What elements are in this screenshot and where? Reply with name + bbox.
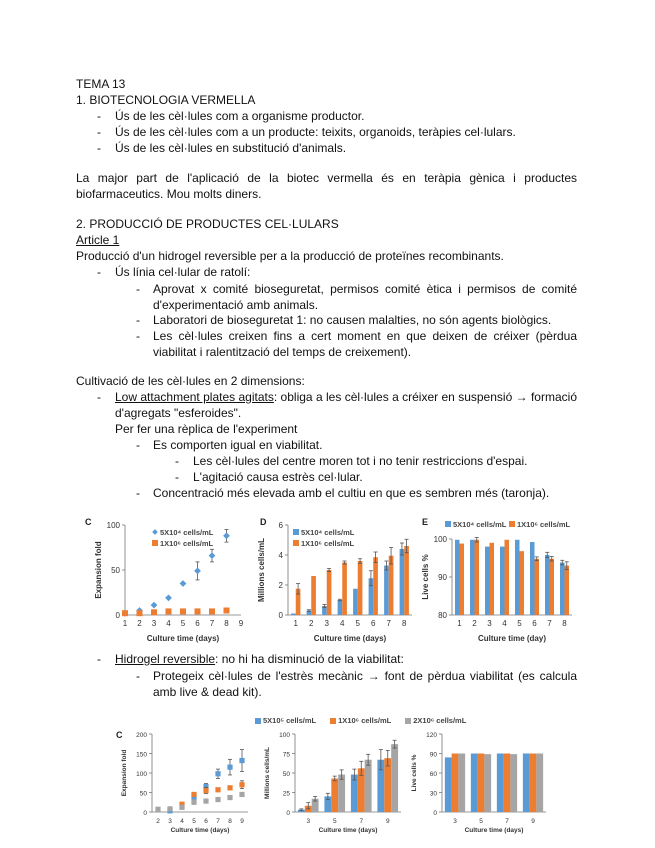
bar: [400, 549, 405, 615]
chart-svg: [255, 728, 405, 834]
bar: [478, 754, 485, 813]
y-tick-label: 100: [433, 535, 447, 544]
chart-svg: [112, 728, 252, 834]
bar: [515, 540, 520, 615]
list-item: Es comporten igual en viabilitat.: [153, 438, 323, 452]
data-point-diamond: [209, 552, 216, 559]
x-tick-label: 5: [332, 818, 337, 825]
bar: [342, 563, 347, 616]
bullet-dash: -: [136, 486, 140, 500]
chart-live-cells-e: [418, 515, 580, 643]
x-tick-label: 8: [224, 619, 229, 628]
chart-millions-cells-hydrogel: [255, 728, 405, 834]
bar: [327, 570, 332, 615]
x-tick-label: 8: [228, 818, 232, 825]
chart-expansion-fold-c: [85, 515, 247, 643]
list-item: [115, 389, 577, 421]
bar: [470, 540, 475, 615]
shared-legend: [255, 716, 466, 725]
bar: [550, 559, 555, 615]
y-tick-label: 90: [438, 573, 447, 582]
chart-svg: [408, 728, 550, 834]
legend-label: 1X10⁶ cells/mL: [517, 520, 571, 529]
x-tick-label: 3: [453, 818, 457, 825]
legend-label: 5X10⁵ cells/mL: [263, 716, 317, 725]
chart-svg: [258, 515, 418, 643]
bar: [530, 542, 535, 615]
data-point-square: [239, 758, 244, 763]
bullet-dash: -: [97, 652, 101, 666]
x-tick-label: 4: [340, 619, 345, 628]
bar: [523, 754, 530, 813]
y-tick-label: 6: [278, 521, 283, 530]
y-tick-label: 120: [426, 732, 437, 739]
y-tick-label: 0: [143, 810, 147, 817]
x-axis-label: Culture time (days): [146, 634, 220, 643]
article-heading: Article 1: [76, 233, 120, 247]
data-point-square: [166, 608, 172, 614]
bar: [560, 563, 565, 615]
x-tick-label: 4: [502, 619, 507, 628]
x-tick-label: 8: [402, 619, 407, 628]
bar: [504, 754, 511, 813]
x-tick-label: 3: [306, 818, 311, 825]
paragraph: La major part de l'aplicació de la biotec vermella és en teràpia gènica i productes biofarmaceutics. Mou molts diners.: [76, 171, 577, 201]
paragraph: Cultivació de les cèl·lules en 2 dimensions:: [76, 374, 305, 388]
data-point-square: [122, 610, 128, 616]
bullet-dash: -: [175, 470, 179, 484]
data-point-diamond: [180, 580, 187, 587]
list-item-text: : no hi ha disminució de la viabilitat:: [215, 652, 404, 666]
legend-swatch: [509, 521, 515, 527]
paragraph: Per fer una rèplica de l'experiment: [115, 422, 298, 436]
y-tick-label: 150: [136, 751, 147, 759]
underlined-term: Low attachment plates agitats: [115, 390, 274, 404]
data-point-square: [167, 806, 172, 811]
list-item: Protegeix cèl·lules de l'estrès mecànic → font de pèrdua viabilitat (es calcula amb live & dead kit).: [153, 669, 577, 699]
panel-label: C: [116, 730, 123, 740]
data-point-diamond: [194, 568, 201, 575]
y-axis-label: Millions cells/mL: [257, 537, 266, 603]
y-tick-label: 30: [429, 790, 437, 798]
y-tick-label: 200: [136, 732, 147, 739]
bar: [291, 614, 296, 616]
x-tick-label: 3: [168, 818, 172, 825]
y-tick-label: 80: [438, 611, 447, 620]
section-2-heading: 2. PRODUCCIÓ DE PRODUCTES CEL·LULARS: [76, 217, 339, 231]
legend-label: 1X10⁶ cells/mL: [160, 539, 214, 548]
x-axis-label: Culture time (day): [477, 634, 547, 643]
underlined-term: Hidrogel reversible: [115, 652, 216, 666]
bullet-dash: -: [175, 454, 179, 468]
data-point-square: [137, 610, 143, 616]
data-point-diamond: [165, 595, 172, 602]
x-tick-label: 1: [293, 619, 298, 628]
y-tick-label: 0: [433, 810, 437, 817]
y-tick-label: 100: [106, 521, 120, 530]
bullet-dash: -: [97, 109, 101, 123]
bullet-dash: -: [136, 329, 140, 343]
bar: [530, 754, 537, 813]
doc-title: TEMA 13: [76, 77, 126, 91]
bar: [311, 576, 316, 615]
data-point-diamond: [151, 602, 158, 609]
y-tick-label: 100: [136, 771, 147, 778]
x-tick-label: 7: [505, 818, 509, 825]
x-axis-label: Culture time (days): [313, 634, 387, 643]
data-point-square: [224, 608, 230, 614]
x-tick-label: 9: [238, 619, 244, 628]
bar: [452, 754, 459, 813]
x-tick-label: 7: [359, 818, 364, 825]
data-point-square: [239, 792, 244, 797]
bullet-dash: -: [136, 669, 140, 683]
bar: [389, 556, 394, 615]
y-tick-label: 25: [282, 790, 290, 798]
legend-swatch: [255, 718, 261, 724]
bar: [445, 757, 452, 812]
x-tick-label: 2: [472, 619, 477, 628]
legend-label: 5X10⁴ cells/mL: [301, 528, 355, 537]
bar: [505, 540, 510, 615]
list-item: Aprovat x comité bioseguretat, permisos comité ètica i permisos de comité d'experimentació amb animals.: [153, 282, 577, 312]
panel-label: C: [85, 517, 92, 527]
legend-label: 5X10⁴ cells/mL: [453, 520, 507, 529]
x-tick-label: 7: [216, 818, 220, 825]
y-axis-label: Live cells %: [421, 554, 430, 600]
x-tick-label: 4: [166, 619, 171, 628]
bar: [497, 754, 504, 813]
bar: [384, 566, 389, 616]
bar: [510, 754, 517, 812]
x-tick-label: 5: [180, 619, 186, 628]
bar: [358, 561, 363, 615]
section-1-heading: 1. BIOTECNOLOGIA VERMELLA: [76, 93, 256, 107]
x-tick-label: 3: [151, 619, 157, 628]
list-item: [115, 651, 404, 667]
bar: [455, 540, 460, 615]
bar: [391, 744, 398, 812]
data-point-square: [180, 608, 186, 614]
bar: [500, 547, 505, 615]
bullet-dash: -: [97, 141, 101, 155]
x-tick-label: 3: [487, 619, 492, 628]
bar: [458, 754, 465, 813]
data-point-square: [151, 609, 157, 615]
bar: [490, 543, 495, 615]
y-tick-label: 50: [139, 790, 147, 798]
bullet-dash: -: [136, 282, 140, 296]
y-tick-label: 90: [429, 751, 437, 759]
bar: [338, 775, 345, 812]
x-axis-label: Culture time (days): [170, 827, 230, 834]
bar: [484, 754, 491, 812]
x-tick-label: 8: [562, 619, 567, 628]
x-tick-label: 9: [385, 818, 390, 825]
data-point-square: [227, 785, 232, 790]
y-tick-label: 100: [279, 732, 290, 739]
data-point-square: [155, 807, 160, 812]
x-axis-label: Culture time (days): [318, 827, 378, 834]
data-point-square: [195, 608, 201, 614]
x-tick-label: 3: [324, 619, 329, 628]
legend-label: 5X10⁴ cells/mL: [160, 528, 214, 537]
y-tick-label: 60: [429, 771, 437, 778]
paragraph: Producció d'un hidrogel reversible per a la producció de proteïnes recombinants.: [76, 249, 504, 263]
x-tick-label: 2: [137, 619, 142, 628]
bullet-dash: -: [97, 390, 101, 404]
bar: [535, 559, 540, 615]
x-tick-label: 5: [355, 619, 360, 628]
legend-label: 1X10⁶ cells/mL: [301, 539, 355, 548]
data-point-square: [227, 795, 232, 800]
list-item: Ús de les cèl·lules en substitució d'animals.: [115, 141, 347, 155]
list-item: Concentració més elevada amb el cultiu en que es sembren més (taronja).: [153, 486, 550, 500]
y-tick-label: 0: [278, 611, 283, 620]
bar: [565, 566, 570, 615]
bar: [365, 760, 372, 812]
bar: [545, 555, 550, 615]
panel-label: E: [422, 517, 429, 527]
data-point-square: [215, 771, 220, 776]
data-point-square: [191, 792, 196, 797]
bullet-dash: -: [136, 438, 140, 452]
chart-svg: [418, 515, 580, 643]
x-tick-label: 4: [180, 818, 184, 825]
bar: [460, 544, 465, 615]
list-item: L'agitació causa estrès cel·lular.: [193, 470, 363, 484]
chart-millions-cells-d: [258, 515, 418, 643]
legend-item: [255, 716, 316, 725]
list-item: Les cèl·lules creixen fins a cert moment en que deixen de créixer (pèrdua viabilitat i ralentització del temps de creixement).: [153, 329, 577, 359]
x-tick-label: 7: [209, 619, 215, 628]
legend-swatch: [445, 521, 451, 527]
bar: [404, 546, 409, 615]
legend-item: [405, 716, 466, 725]
data-point-square: [227, 765, 232, 770]
x-tick-label: 1: [122, 619, 128, 628]
bullet-dash: -: [136, 313, 140, 327]
y-tick-label: 4: [278, 551, 283, 560]
legend-swatch: [330, 718, 336, 724]
list-item: Ús línia cel·lular de ratolí:: [115, 265, 251, 279]
bullet-dash: -: [97, 265, 101, 279]
legend-swatch: [152, 529, 158, 535]
x-tick-label: 6: [371, 619, 376, 628]
x-tick-label: 5: [479, 818, 483, 825]
y-tick-label: 50: [282, 771, 290, 778]
data-point-square: [215, 787, 220, 792]
x-tick-label: 2: [309, 619, 314, 628]
panel-label: D: [260, 517, 267, 527]
bullet-dash: -: [97, 125, 101, 139]
legend-swatch: [152, 540, 158, 546]
list-item: Ús de les cèl·lules com a un producte: teixits, organoids, teràpies cel·lulars.: [115, 125, 516, 139]
data-point-square: [179, 805, 184, 810]
bar: [520, 551, 525, 615]
legend-swatch: [293, 540, 299, 546]
x-tick-label: 7: [547, 619, 552, 628]
bar: [475, 540, 480, 615]
list-item-text: : obliga a les cèl·lules a créixer en suspensió → formació d'agregats "esferoides".: [115, 390, 577, 420]
bar: [471, 754, 478, 813]
chart-live-cells-hydrogel: [408, 728, 550, 834]
bar: [353, 589, 358, 615]
y-axis-label: Live cells %: [411, 754, 418, 792]
list-item: Laboratori de bioseguretat 1: no causen malalties, no són agents biològics.: [153, 313, 552, 327]
y-tick-label: 2: [278, 581, 283, 590]
chart-expansion-fold-hydrogel: [112, 728, 252, 834]
bar: [485, 547, 490, 615]
data-point-square: [239, 782, 244, 787]
data-point-square: [191, 800, 196, 805]
bar: [338, 600, 343, 615]
bar: [331, 778, 338, 812]
legend-item: [330, 716, 391, 725]
y-tick-label: 75: [282, 751, 290, 759]
x-tick-label: 5: [517, 619, 522, 628]
data-point-square: [203, 788, 208, 793]
y-tick-label: 0: [286, 810, 290, 817]
chart-svg: [85, 515, 247, 643]
x-tick-label: 6: [195, 619, 200, 628]
y-axis-label: Millions cells/mL: [264, 746, 271, 800]
data-point-square: [203, 798, 208, 803]
y-tick-label: 50: [111, 566, 120, 575]
legend-label: 1X10⁶ cells/mL: [338, 716, 392, 725]
x-tick-label: 9: [240, 818, 244, 825]
data-point-square: [209, 608, 215, 614]
x-axis-label: Culture time (days): [464, 827, 524, 834]
x-tick-label: 6: [532, 619, 537, 628]
list-item: Ús de les cèl·lules com a organisme productor.: [115, 109, 365, 123]
y-axis-label: Expansion fold: [121, 749, 128, 797]
y-tick-label: 0: [115, 611, 120, 620]
legend-swatch: [405, 718, 411, 724]
x-tick-label: 1: [457, 619, 462, 628]
x-tick-label: 2: [156, 818, 160, 825]
bar: [536, 754, 543, 813]
list-item: Les cèl·lules del centre moren tot i no tenir restriccions d'espai.: [193, 454, 528, 468]
x-tick-label: 9: [531, 818, 535, 825]
x-tick-label: 7: [386, 619, 391, 628]
x-tick-label: 6: [204, 818, 208, 825]
bar: [373, 557, 378, 615]
y-axis-label: Expansion fold: [94, 541, 103, 599]
legend-swatch: [293, 529, 299, 535]
data-point-diamond: [223, 532, 230, 539]
x-tick-label: 5: [192, 818, 196, 825]
data-point-square: [215, 797, 220, 802]
legend-label: 2X10⁶ cells/mL: [413, 716, 467, 725]
